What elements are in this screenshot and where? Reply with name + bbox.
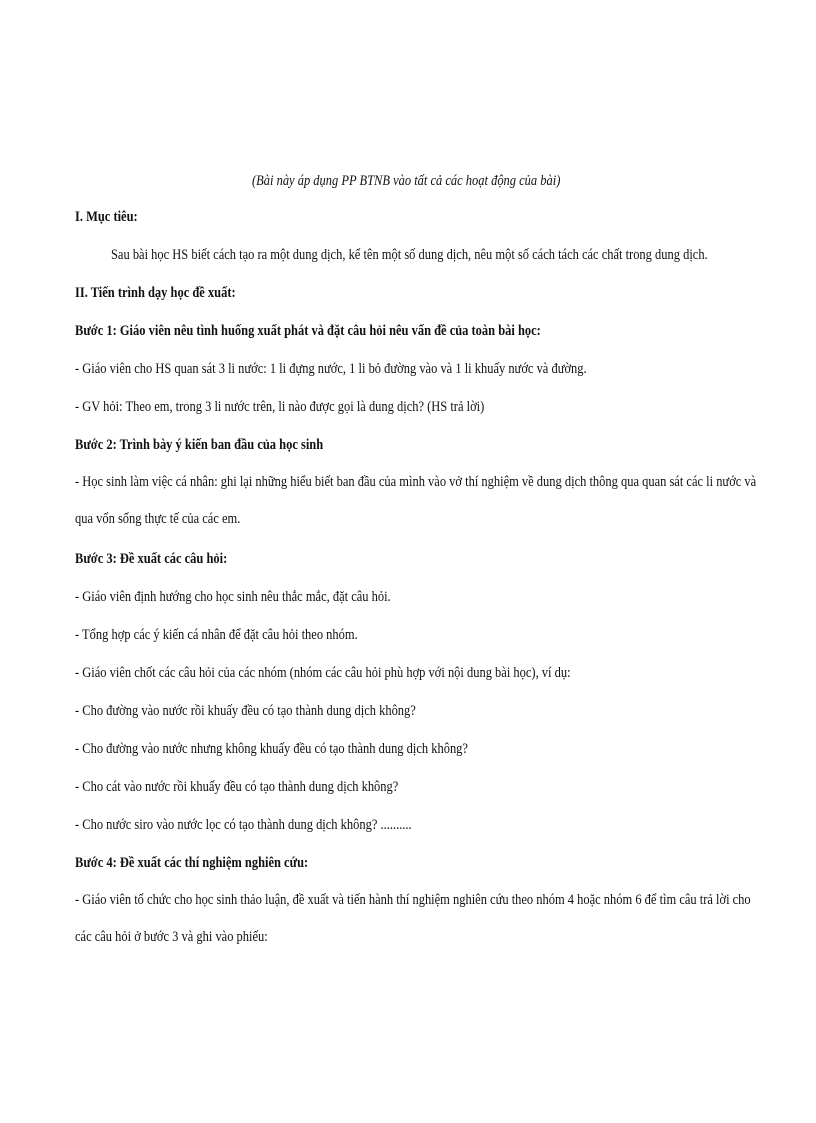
step4-paragraph: - Giáo viên tổ chức cho học sinh thảo luận, đề xuất và tiến hành thí nghiệm nghiên cứu theo nhóm 4 hoặc nhóm 6 để tìm câu trả lời cho các câu hỏi ở bước 3 và ghi vào phiếu: bbox=[75, 892, 751, 945]
lesson-note: (Bài này áp dụng PP BTNB vào tất cả các hoạt động của bài) bbox=[252, 173, 561, 189]
step3-question-3: - Cho cát vào nước rồi khuấy đều có tạo thành dung dịch không? bbox=[75, 779, 399, 795]
step1-line-1: - Giáo viên cho HS quan sát 3 li nước: 1 li đựng nước, 1 li bỏ đường vào và 1 li khuấy nước và đường. bbox=[75, 361, 587, 377]
step1-line-2: - GV hỏi: Theo em, trong 3 li nước trên, li nào được gọi là dung dịch? (HS trả lời) bbox=[75, 399, 485, 415]
step3-question-2: - Cho đường vào nước nhưng không khuấy đều có tạo thành dung dịch không? bbox=[75, 741, 468, 757]
step1-heading: Bước 1: Giáo viên nêu tình huống xuất phát và đặt câu hỏi nêu vấn đề của toàn bài học: bbox=[75, 323, 541, 339]
step3-line-1: - Giáo viên định hướng cho học sinh nêu thắc mắc, đặt câu hỏi. bbox=[75, 589, 391, 605]
section-heading-objectives: I. Mục tiêu: bbox=[75, 209, 138, 225]
step3-question-1: - Cho đường vào nước rồi khuấy đều có tạo thành dung dịch không? bbox=[75, 703, 416, 719]
step3-line-3: - Giáo viên chốt các câu hỏi của các nhóm (nhóm các câu hỏi phù hợp với nội dung bài học), ví dụ: bbox=[75, 665, 571, 681]
step3-line-2: - Tổng hợp các ý kiến cá nhân để đặt câu hỏi theo nhóm. bbox=[75, 627, 358, 643]
step2-heading: Bước 2: Trình bày ý kiến ban đầu của học sinh bbox=[75, 437, 324, 453]
step3-question-4: - Cho nước siro vào nước lọc có tạo thành dung dịch không? .......... bbox=[75, 817, 412, 833]
step3-heading: Bước 3: Đề xuất các câu hỏi: bbox=[75, 551, 228, 567]
step2-paragraph: - Học sinh làm việc cá nhân: ghi lại những hiểu biết ban đầu của mình vào vở thí nghiệm về dung dịch thông qua quan sát các li nước và qua vốn sống thực tế của các em. bbox=[75, 474, 757, 527]
objective-text: Sau bài học HS biết cách tạo ra một dung dịch, kể tên một số dung dịch, nêu một số cách tách các chất trong dung dịch. bbox=[111, 247, 708, 263]
step4-heading: Bước 4: Đề xuất các thí nghiệm nghiên cứu: bbox=[75, 855, 309, 871]
section-heading-process: II. Tiến trình dạy học đề xuất: bbox=[75, 285, 236, 301]
